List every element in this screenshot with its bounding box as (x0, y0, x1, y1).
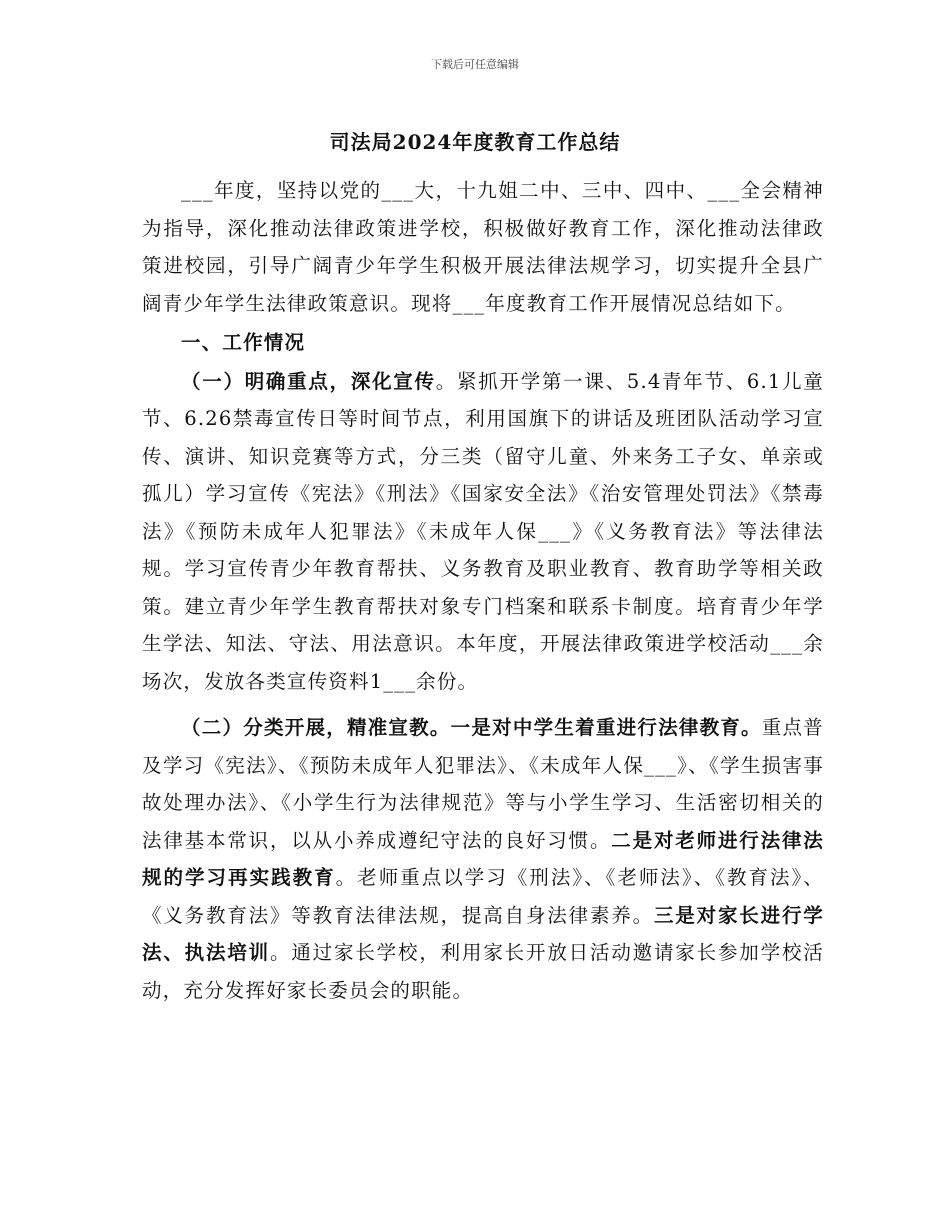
paragraph-1 (142, 363, 824, 701)
paragraph-2 (142, 709, 824, 1009)
paragraph-2-bold-2: 二是对老师进行法律法规的学习再实践教育 (142, 828, 824, 889)
document-body (142, 172, 824, 1009)
paragraph-1-lead: （一）明确重点，深化宣传 (181, 369, 436, 393)
paragraph-2-lead: （二）分类开展，精准宣教。一是对中学生着重进行法律教育。 (181, 716, 762, 739)
paragraph-2-body-2: 。老师重点以学习《刑法》、《老师法》、《教育法》、《义务教育法》等教育法律法规，提高自身法律素养。 (142, 866, 824, 927)
header-note: 下载后可任意编辑 (431, 58, 519, 71)
paragraph-2-body-1: 重点普及学习《宪法》、《预防未成年人犯罪法》、《未成年人保___》、《学生损害事故处理办法》、《小学生行为法律规范》等与小学生学习、生活密切相关的法律基本常识，以从小养成遵纪守法的良好习惯。 (142, 716, 824, 852)
paragraph-2-bold-3: 三是对家长进行学法、执法培训 (142, 903, 824, 964)
paragraph-1-body: 。紧抓开学第一课、5.4青年节、6.1儿童节、6.26禁毒宣传日等时间节点，利用国旗下的讲话及班团队活动学习宣传、演讲、知识竞赛等方式，分三类（留守儿童、外来务工子女、单亲或孤儿）学习宣传《宪法》《刑法》《国家安全法》《治安管理处罚法》《禁毒法》《预防未成年人犯罪法》《未成年人保___》《义务教育法》等法律法规。学习宣传青少年教育帮扶、义务教育及职业教育、教育助学等相关政策。建立青少年学生教育帮扶对象专门档案和联系卡制度。培育青少年学生学法、知法、守法、用法意识。本年度，开展法律政策进学校活动___余场次，发放各类宣传资料1___余份。 (142, 369, 824, 693)
intro-paragraph: ___年度，坚持以党的___大，十九姐二中、三中、四中、___全会精神为指导，深化推动法律政策进学校，积极做好教育工作，深化推动法律政策进校园，引导广阔青少年学生积极开展法律法规学习，切实提升全县广阔青少年学生法律政策意识。现将___年度教育工作开展情况总结如下。 (142, 179, 824, 315)
paragraph-2-body-3: 。通过家长学校，利用家长开放日活动邀请家长参加学校活动，充分发挥好家长委员会的职能。 (142, 941, 825, 1002)
document-title: 司法局2024年度教育工作总结 (329, 130, 621, 154)
section-heading: 一、工作情况 (181, 331, 306, 354)
